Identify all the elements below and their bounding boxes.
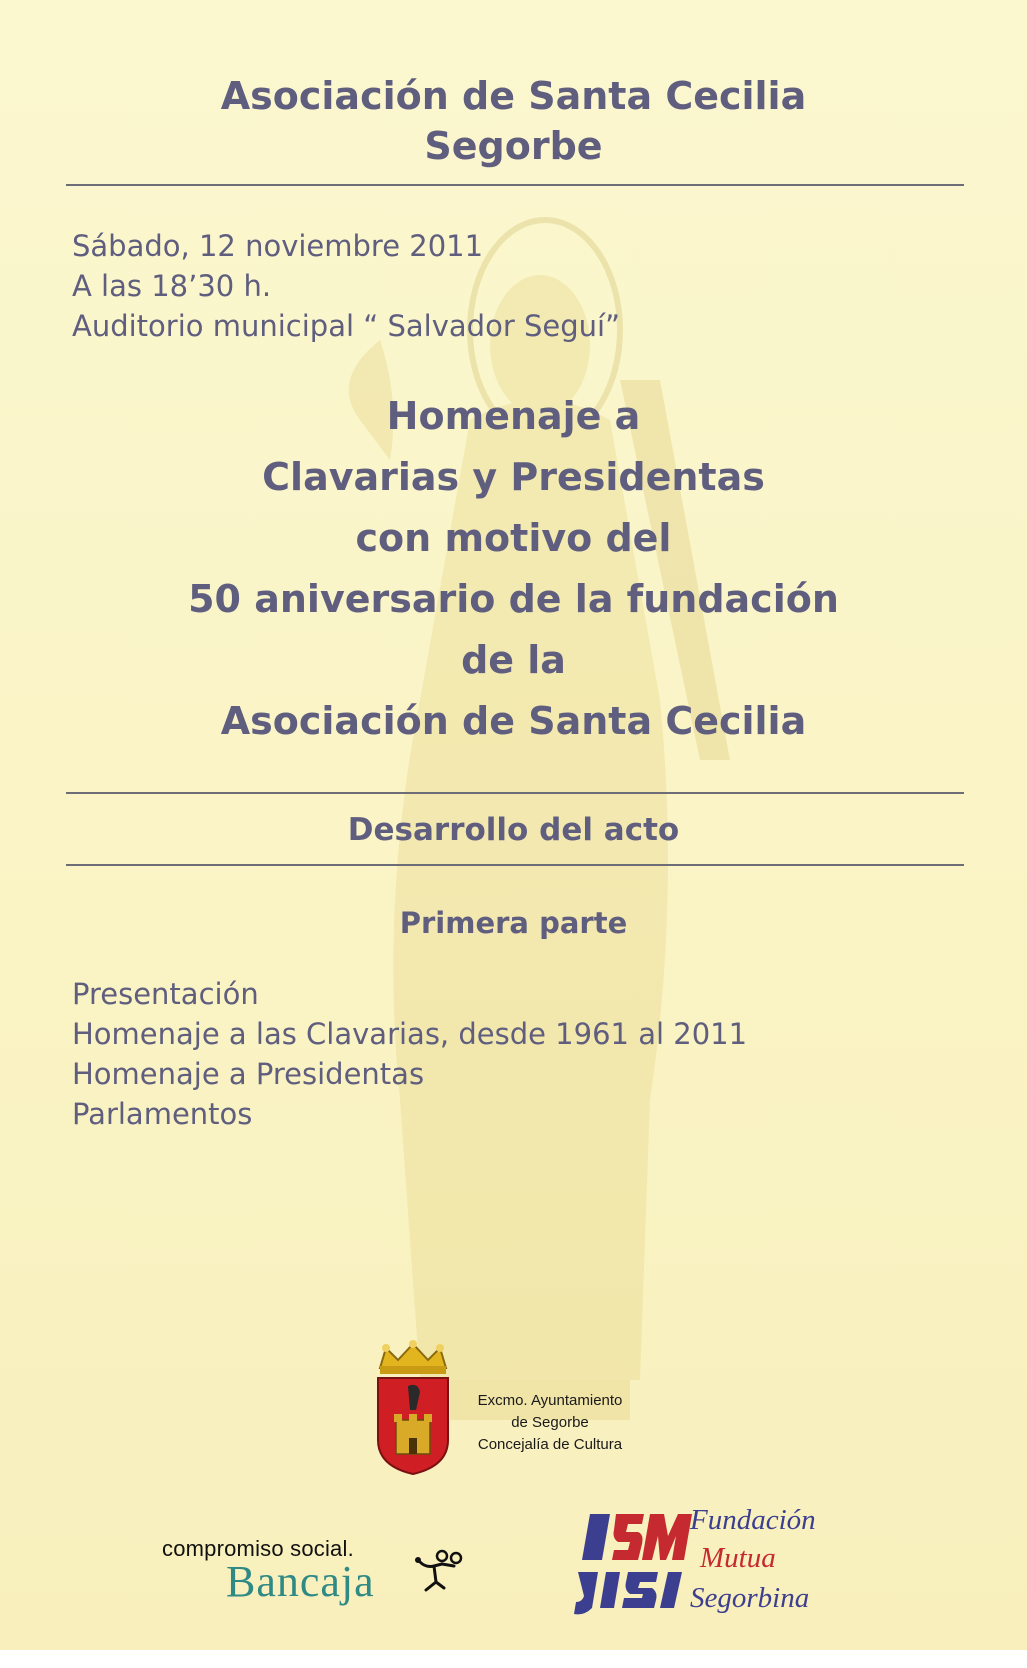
fundacion-line: Mutua xyxy=(700,1542,776,1574)
headline-line: Asociación de Santa Cecilia xyxy=(220,699,807,743)
bancaja-figure-icon xyxy=(412,1548,464,1592)
ayuntamiento-line: Excmo. Ayuntamiento xyxy=(477,1392,623,1409)
program-item: Homenaje a las Clavarias, desde 1961 al 2011 xyxy=(72,1017,748,1051)
bancaja-wordmark: Bancaja xyxy=(226,1557,375,1606)
bancaja-tagline: compromiso social. xyxy=(162,1536,354,1561)
scan-margin xyxy=(0,1650,1027,1668)
divider-top xyxy=(66,184,964,186)
program-item: Parlamentos xyxy=(72,1097,253,1131)
program-item: Homenaje a Presidentas xyxy=(72,1057,425,1091)
headline-line: con motivo del xyxy=(355,516,672,560)
fundacion-mutua-segorbina-logo-icon xyxy=(572,1510,700,1620)
event-date: Sábado, 12 noviembre 2011 xyxy=(72,229,484,263)
headline-line: Clavarias y Presidentas xyxy=(262,455,765,499)
ayuntamiento-line: Concejalía de Cultura xyxy=(477,1436,623,1453)
ayuntamiento-line: de Segorbe xyxy=(511,1414,589,1431)
segorbe-coat-of-arms-icon xyxy=(372,1340,454,1476)
ayuntamiento-text xyxy=(455,1390,645,1456)
fundacion-line: Fundación xyxy=(690,1504,816,1536)
association-title: Asociación de Santa Cecilia xyxy=(220,74,807,118)
event-time: A las 18’30 h. xyxy=(72,269,272,303)
part-title: Primera parte xyxy=(399,906,628,940)
association-city: Segorbe xyxy=(424,124,603,168)
headline-line: 50 aniversario de la fundación xyxy=(188,577,839,621)
divider-section-bottom xyxy=(66,864,964,866)
fundacion-line: Segorbina xyxy=(690,1582,810,1614)
event-venue: Auditorio municipal “ Salvador Seguí” xyxy=(72,309,621,343)
section-title: Desarrollo del acto xyxy=(347,812,680,848)
program-item: Presentación xyxy=(72,977,259,1011)
headline-line: Homenaje a xyxy=(386,394,641,438)
divider-section-top xyxy=(66,792,964,794)
headline-line: de la xyxy=(461,638,566,682)
